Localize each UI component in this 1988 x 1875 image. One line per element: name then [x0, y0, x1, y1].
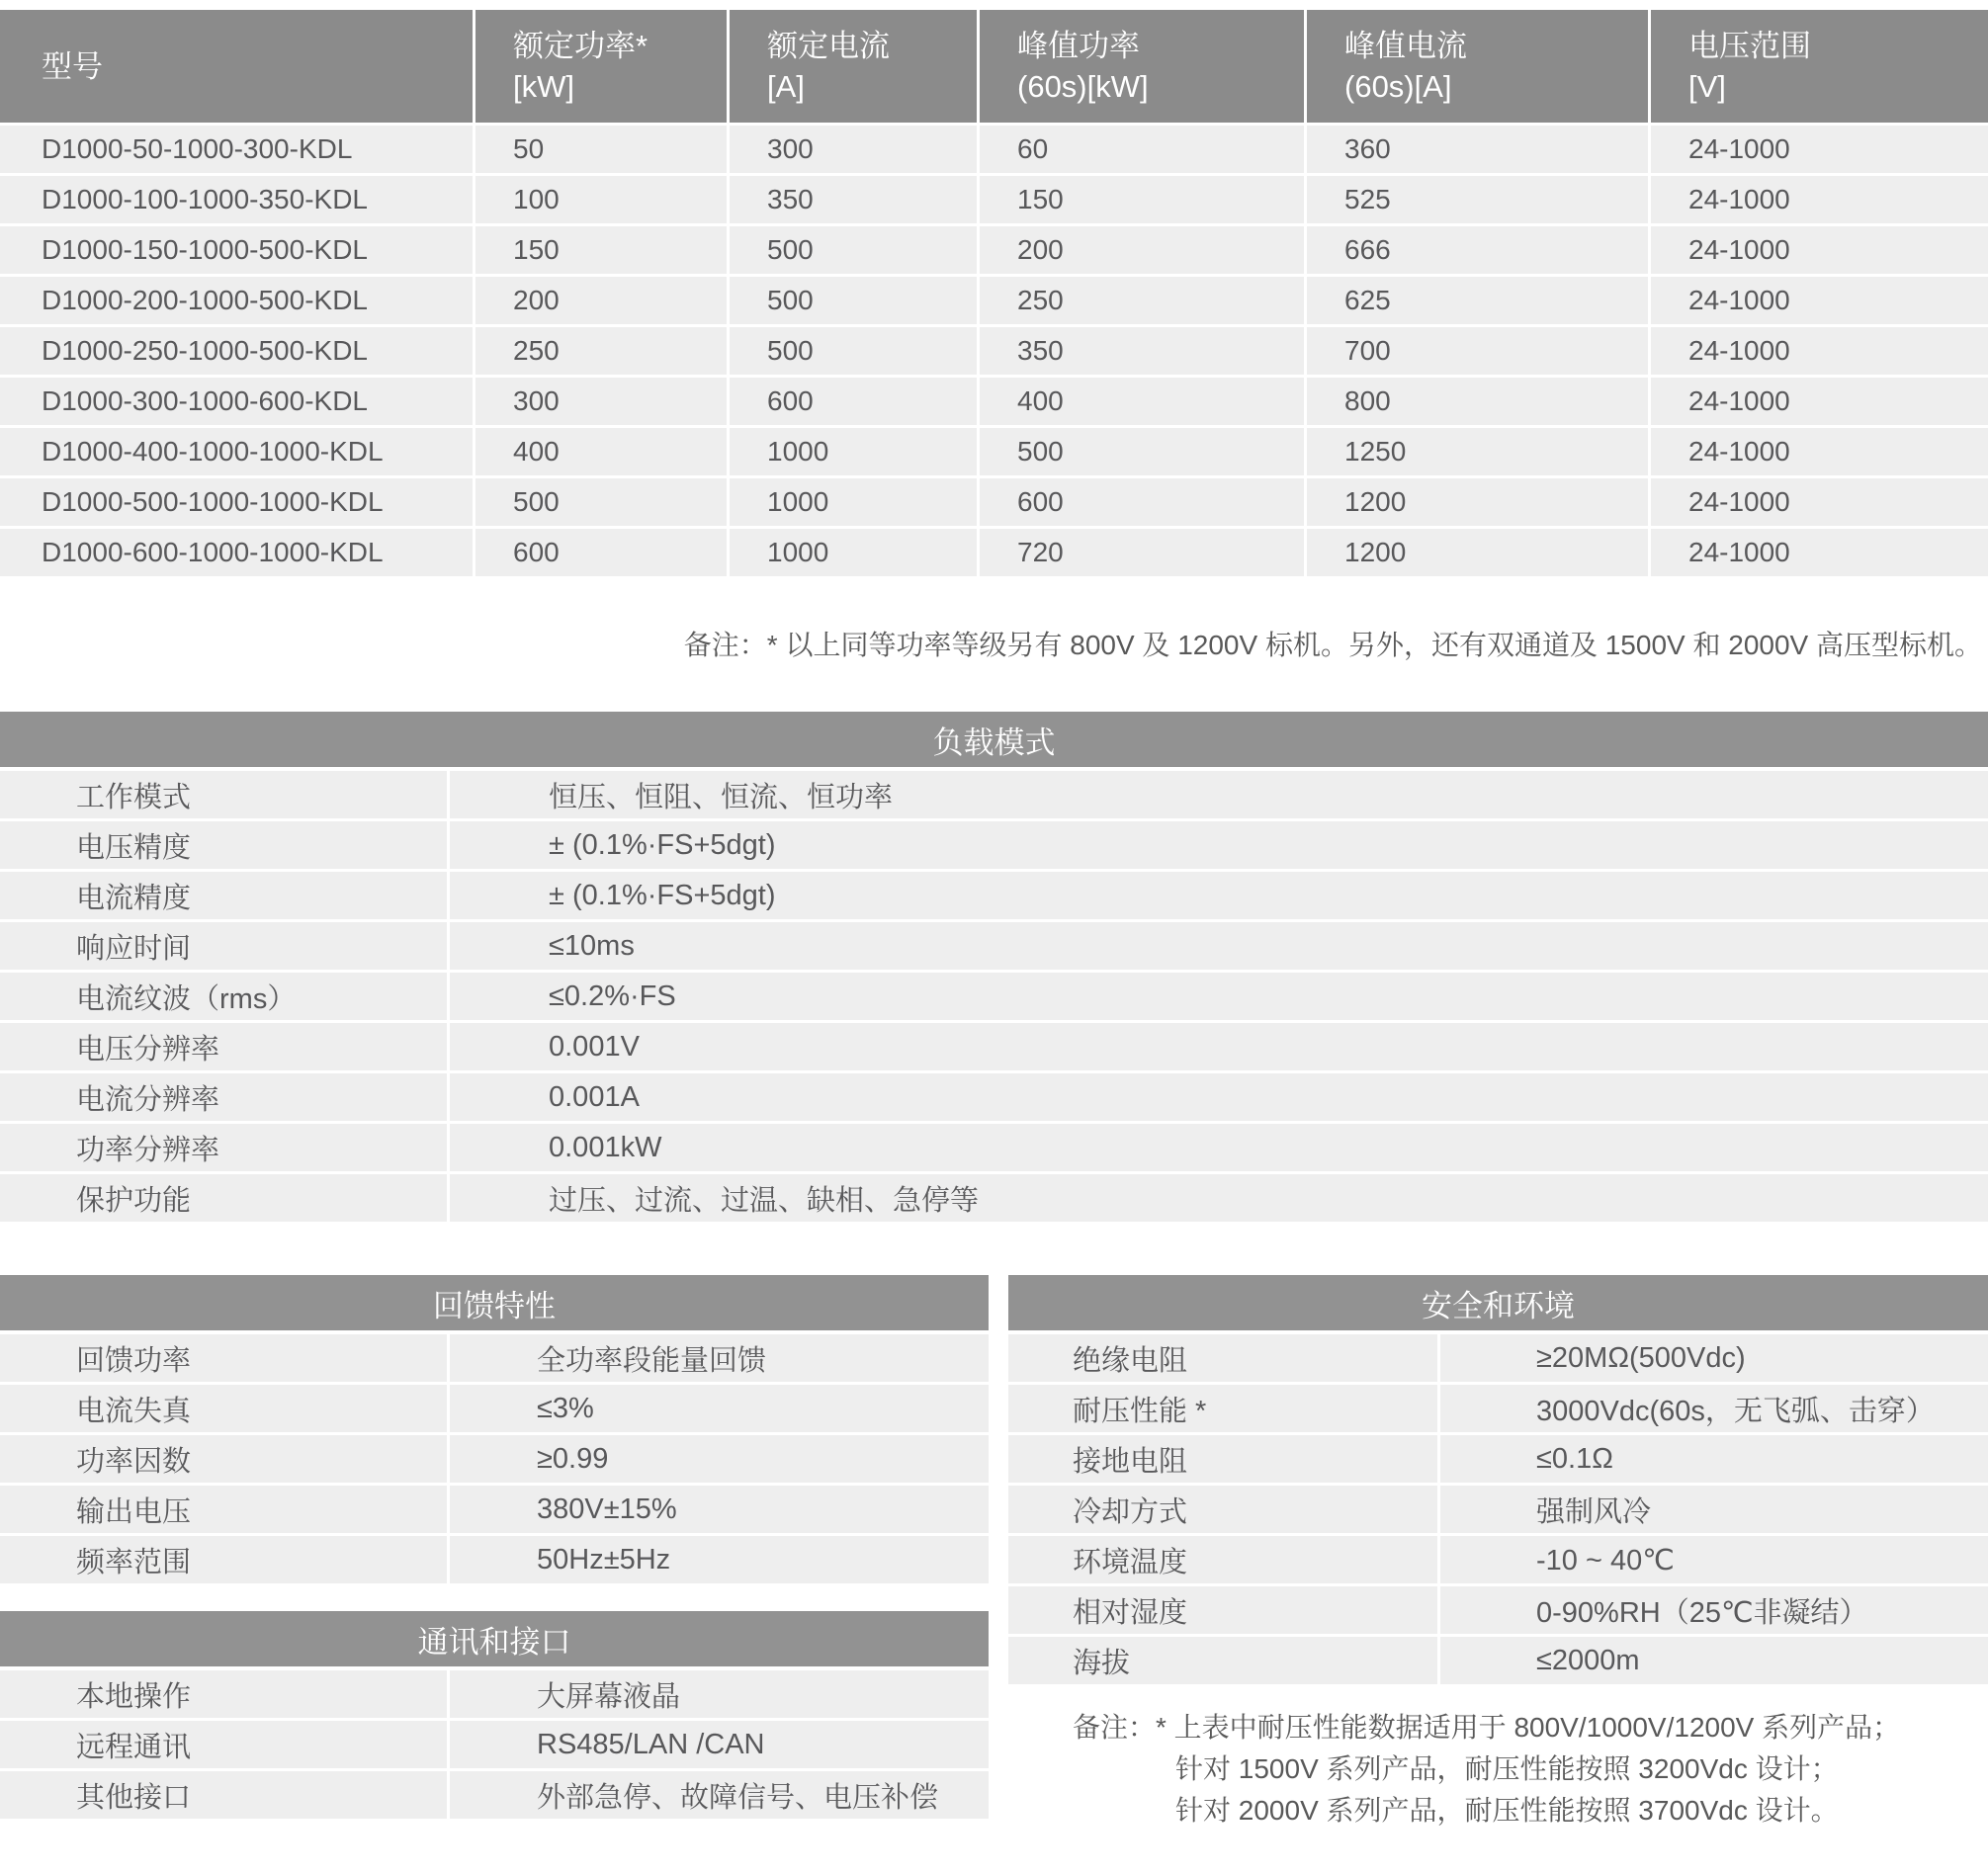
- spec-row: [0, 973, 1988, 1023]
- column-header-line1: 额定电流: [767, 29, 890, 63]
- column-header-rated-current: [727, 10, 977, 123]
- cell-peak-current: 700: [1304, 327, 1648, 378]
- spec-label: 环境温度: [1008, 1536, 1440, 1586]
- cell-peak-current: 625: [1304, 277, 1648, 327]
- cell-peak-power: 350: [977, 327, 1304, 378]
- spec-label: 电流失真: [0, 1385, 450, 1435]
- cell-rated-power: 400: [473, 428, 727, 478]
- cell-peak-current: 525: [1304, 176, 1648, 226]
- spec-label: 电流分辨率: [0, 1073, 450, 1124]
- spec-row: [1008, 1637, 1988, 1687]
- spec-value: ≤0.2%·FS: [450, 973, 1988, 1023]
- spec-row: [0, 1536, 989, 1586]
- cell-voltage-range: 24-1000: [1648, 529, 1988, 579]
- cell-voltage-range: 24-1000: [1648, 126, 1988, 176]
- table-row: [0, 478, 1988, 529]
- spec-value: ≤0.1Ω: [1440, 1435, 1988, 1486]
- cell-model: D1000-300-1000-600-KDL: [0, 378, 473, 428]
- spec-row: [0, 1385, 989, 1435]
- section-title: 负载模式: [0, 712, 1988, 767]
- spec-row: [0, 1174, 1988, 1225]
- spec-value: 3000Vdc(60s，无飞弧、击穿）: [1440, 1385, 1988, 1435]
- spec-label: 功率分辨率: [0, 1124, 450, 1174]
- cell-rated-power: 250: [473, 327, 727, 378]
- table-row: [0, 126, 1988, 176]
- model-table: [0, 10, 1988, 579]
- cell-peak-current: 800: [1304, 378, 1648, 428]
- load-mode-section: [0, 712, 1988, 1225]
- column-header-line2: [kW]: [513, 69, 574, 104]
- cell-peak-power: 250: [977, 277, 1304, 327]
- spec-row: [0, 1486, 989, 1536]
- spec-label: 输出电压: [0, 1486, 450, 1536]
- spec-label: 电流纹波（rms）: [0, 973, 450, 1023]
- spec-value: ≤2000m: [1440, 1637, 1988, 1687]
- spec-label: 接地电阻: [1008, 1435, 1440, 1486]
- spec-value: -10 ~ 40℃: [1440, 1536, 1988, 1586]
- cell-voltage-range: 24-1000: [1648, 478, 1988, 529]
- spec-label: 回馈功率: [0, 1334, 450, 1385]
- cell-peak-current: 1200: [1304, 529, 1648, 579]
- spec-value: 0.001A: [450, 1073, 1988, 1124]
- table-row: [0, 327, 1988, 378]
- spec-value: ± (0.1%·FS+5dgt): [450, 821, 1988, 872]
- spec-label: 工作模式: [0, 771, 450, 821]
- cell-rated-current: 500: [727, 277, 977, 327]
- section-title: 安全和环境: [1008, 1275, 1988, 1330]
- spec-label: 海拔: [1008, 1637, 1440, 1687]
- cell-peak-power: 200: [977, 226, 1304, 277]
- cell-voltage-range: 24-1000: [1648, 428, 1988, 478]
- safety-note-line: 针对 1500V 系列产品，耐压性能按照 3200Vdc 设计；: [1175, 1753, 1839, 1784]
- column-header-line1: 电压范围: [1688, 29, 1811, 63]
- spec-row: [0, 771, 1988, 821]
- spec-row: [0, 1771, 989, 1822]
- column-header-rated-power: [473, 10, 727, 123]
- cell-rated-current: 500: [727, 226, 977, 277]
- column-header-line2: [V]: [1688, 69, 1726, 104]
- spec-label: 响应时间: [0, 922, 450, 973]
- spec-label: 其他接口: [0, 1771, 450, 1822]
- table-row: [0, 277, 1988, 327]
- spec-label: 本地操作: [0, 1670, 450, 1721]
- spec-value: ≥20MΩ(500Vdc): [1440, 1334, 1988, 1385]
- spec-value: 强制风冷: [1440, 1486, 1988, 1536]
- table-row: [0, 378, 1988, 428]
- spec-row: [0, 1334, 989, 1385]
- spec-value: 过压、过流、过温、缺相、急停等: [450, 1174, 1988, 1225]
- cell-voltage-range: 24-1000: [1648, 226, 1988, 277]
- cell-peak-power: 60: [977, 126, 1304, 176]
- column-header-line1: 型号: [42, 48, 103, 84]
- section-title: 通讯和接口: [0, 1611, 989, 1666]
- cell-rated-power: 500: [473, 478, 727, 529]
- comm-section: [0, 1611, 989, 1822]
- cell-rated-power: 600: [473, 529, 727, 579]
- spec-row: [0, 922, 1988, 973]
- spec-value: 恒压、恒阻、恒流、恒功率: [450, 771, 1988, 821]
- spec-row: [0, 1073, 1988, 1124]
- cell-rated-current: 500: [727, 327, 977, 378]
- spec-row: [0, 1023, 1988, 1073]
- column-header-peak-current: [1304, 10, 1648, 123]
- spec-label: 远程通讯: [0, 1721, 450, 1771]
- spec-value: 外部急停、故障信号、电压补偿: [450, 1771, 989, 1822]
- cell-rated-current: 1000: [727, 428, 977, 478]
- spec-row: [0, 1670, 989, 1721]
- cell-rated-power: 200: [473, 277, 727, 327]
- spec-row: [1008, 1536, 1988, 1586]
- spec-value: ≤3%: [450, 1385, 989, 1435]
- cell-model: D1000-400-1000-1000-KDL: [0, 428, 473, 478]
- safety-note-line: 针对 2000V 系列产品，耐压性能按照 3700Vdc 设计。: [1175, 1795, 1839, 1826]
- column-header-line1: 额定功率*: [513, 29, 648, 63]
- column-header-model: [0, 10, 473, 123]
- cell-peak-power: 150: [977, 176, 1304, 226]
- spec-label: 相对湿度: [1008, 1586, 1440, 1637]
- cell-peak-power: 400: [977, 378, 1304, 428]
- spec-label: 频率范围: [0, 1536, 450, 1586]
- spec-value: 0-90%RH（25℃非凝结）: [1440, 1586, 1988, 1637]
- cell-peak-current: 666: [1304, 226, 1648, 277]
- cell-peak-current: 1200: [1304, 478, 1648, 529]
- cell-rated-current: 1000: [727, 478, 977, 529]
- spec-value: 0.001kW: [450, 1124, 1988, 1174]
- table-row: [0, 226, 1988, 277]
- cell-model: D1000-500-1000-1000-KDL: [0, 478, 473, 529]
- spec-label: 保护功能: [0, 1174, 450, 1225]
- spec-value: 全功率段能量回馈: [450, 1334, 989, 1385]
- cell-model: D1000-150-1000-500-KDL: [0, 226, 473, 277]
- safety-section: [1008, 1275, 1988, 1687]
- column-header-line2: [A]: [767, 69, 805, 104]
- spec-row: [1008, 1385, 1988, 1435]
- cell-model: D1000-200-1000-500-KDL: [0, 277, 473, 327]
- table-row: [0, 428, 1988, 478]
- spec-label: 电流精度: [0, 872, 450, 922]
- cell-rated-current: 350: [727, 176, 977, 226]
- safety-note-line: 备注：* 上表中耐压性能数据适用于 800V/1000V/1200V 系列产品；: [1073, 1712, 1901, 1743]
- cell-peak-current: 360: [1304, 126, 1648, 176]
- spec-row: [0, 1124, 1988, 1174]
- cell-rated-current: 1000: [727, 529, 977, 579]
- spec-row: [1008, 1486, 1988, 1536]
- spec-value: RS485/LAN /CAN: [450, 1721, 989, 1771]
- spec-row: [0, 1721, 989, 1771]
- cell-rated-power: 100: [473, 176, 727, 226]
- cell-voltage-range: 24-1000: [1648, 176, 1988, 226]
- cell-voltage-range: 24-1000: [1648, 378, 1988, 428]
- spec-row: [0, 1435, 989, 1486]
- spec-row: [1008, 1586, 1988, 1637]
- cell-peak-current: 1250: [1304, 428, 1648, 478]
- spec-value: ± (0.1%·FS+5dgt): [450, 872, 1988, 922]
- spec-label: 绝缘电阻: [1008, 1334, 1440, 1385]
- cell-rated-current: 300: [727, 126, 977, 176]
- model-table-header: [0, 10, 1988, 126]
- spec-label: 电压精度: [0, 821, 450, 872]
- cell-rated-power: 150: [473, 226, 727, 277]
- cell-voltage-range: 24-1000: [1648, 277, 1988, 327]
- column-header-peak-power: [977, 10, 1304, 123]
- table-row: [0, 529, 1988, 579]
- cell-model: D1000-100-1000-350-KDL: [0, 176, 473, 226]
- cell-rated-current: 600: [727, 378, 977, 428]
- spec-row: [1008, 1435, 1988, 1486]
- spec-label: 电压分辨率: [0, 1023, 450, 1073]
- section-title: 回馈特性: [0, 1275, 989, 1330]
- table-row: [0, 176, 1988, 226]
- safety-note: [1073, 1707, 1900, 1832]
- spec-value: 50Hz±5Hz: [450, 1536, 989, 1586]
- column-header-line1: 峰值电流: [1344, 29, 1467, 63]
- spec-value: ≤10ms: [450, 922, 1988, 973]
- spec-row: [0, 821, 1988, 872]
- spec-label: 冷却方式: [1008, 1486, 1440, 1536]
- cell-rated-power: 300: [473, 378, 727, 428]
- spec-value: ≥0.99: [450, 1435, 989, 1486]
- spec-value: 380V±15%: [450, 1486, 989, 1536]
- feedback-section: [0, 1275, 989, 1586]
- column-header-voltage-range: [1648, 10, 1988, 123]
- column-header-line2: (60s)[kW]: [1017, 69, 1149, 104]
- column-header-line1: 峰值功率: [1017, 29, 1140, 63]
- model-table-note: 备注：* 以上同等功率等级另有 800V 及 1200V 标机。另外，还有双通道及 1500V 和 2000V 高压型标机。: [683, 630, 1982, 660]
- spec-value: 大屏幕液晶: [450, 1670, 989, 1721]
- spec-label: 耐压性能 *: [1008, 1385, 1440, 1435]
- spec-value: 0.001V: [450, 1023, 1988, 1073]
- column-header-line2: (60s)[A]: [1344, 69, 1452, 104]
- cell-model: D1000-250-1000-500-KDL: [0, 327, 473, 378]
- cell-model: D1000-50-1000-300-KDL: [0, 126, 473, 176]
- cell-peak-power: 500: [977, 428, 1304, 478]
- cell-model: D1000-600-1000-1000-KDL: [0, 529, 473, 579]
- cell-peak-power: 720: [977, 529, 1304, 579]
- spec-label: 功率因数: [0, 1435, 450, 1486]
- spec-row: [1008, 1334, 1988, 1385]
- spec-row: [0, 872, 1988, 922]
- cell-peak-power: 600: [977, 478, 1304, 529]
- cell-rated-power: 50: [473, 126, 727, 176]
- cell-voltage-range: 24-1000: [1648, 327, 1988, 378]
